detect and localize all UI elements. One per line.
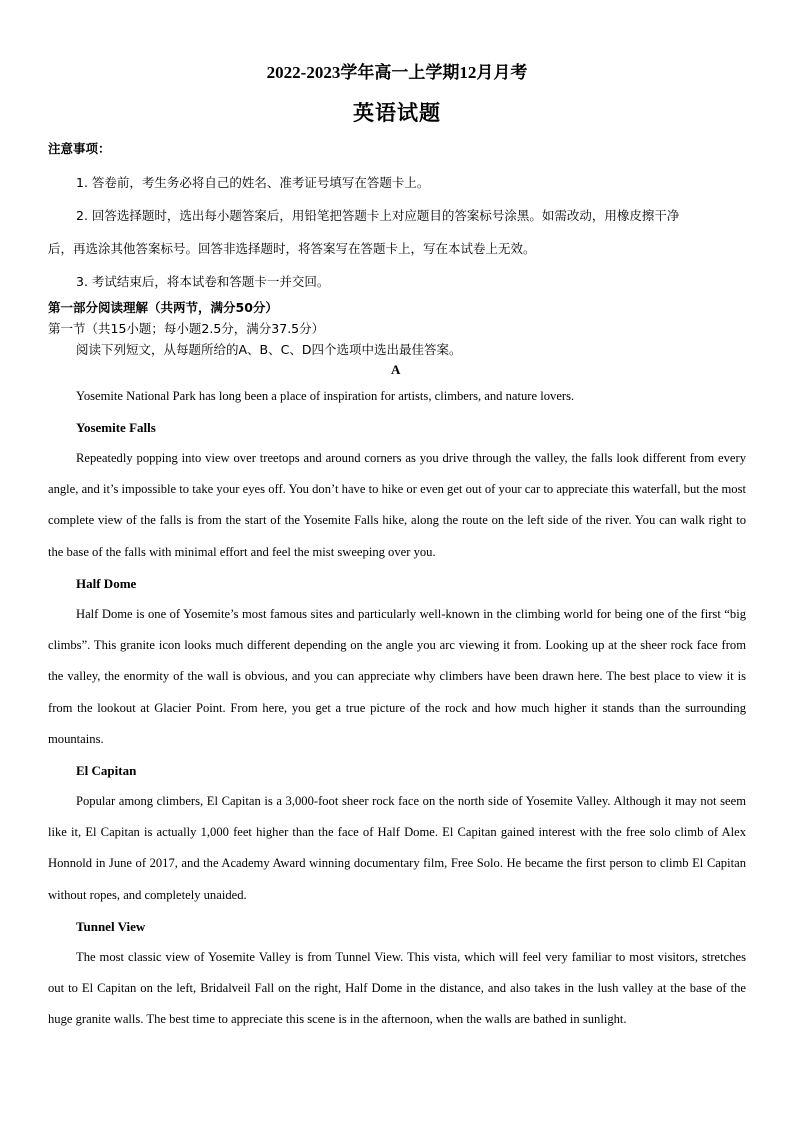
section-heading-half-dome: Half Dome [76, 576, 137, 591]
section-text-el-capitan: Popular among climbers, El Capitan is a 3,000-foot sheer rock face on the north side of Yosemite Valley. Although it may not seem like it, El Capitan is actually 1,000 feet higher than the face of Half Dome. El Capitan gained interest with the free solo climb of Alex Honnold in June of 2017, and the Academy Award winning documentary film, Free Solo. He became the first person to climb El Capitan without ropes, and completely unaided. [48, 794, 746, 902]
section-heading-el-capitan: El Capitan [76, 763, 137, 778]
section-text-half-dome: Half Dome is one of Yosemite’s most famous sites and particularly well-known in the climbing world for being one of the first “big climbs”. This granite icon looks much different depending on the angle you arc viewing it from. Looking up at the sheer rock face from the valley, the enormity of the wall is obvious, and you can appreciate why climbers have been drawn here. The best place to view it is from the lookout at Glacier Point. From here, you get a true picture of the rock and how much higher it stands than the surrounding mountains. [48, 607, 746, 746]
notes-item-3: 3. 考试结束后，将本试卷和答题卡一并交回。 [76, 274, 330, 289]
section-heading-tunnel-view: Tunnel View [76, 919, 146, 934]
notes-item-2: 2. 回答选择题时，选出每小题答案后，用铅笔把答题卡上对应题目的答案标号涂黑。如需改动，用橡皮擦干净 [76, 208, 680, 223]
notes-heading: 注意事项： [48, 141, 111, 156]
passage-label: A [391, 362, 401, 377]
section-text-tunnel-view: The most classic view of Yosemite Valley is from Tunnel View. This vista, which will feel very familiar to most visitors, stretches out to El Capitan on the left, Bridalveil Fall on the right, Half Dome in the distance, and also takes in the lush valley at the base of the huge granite walls. The best time to appreciate this scene is in the afternoon, when the walls are bathed in sunlight. [48, 950, 746, 1027]
passage-intro: Yosemite National Park has long been a place of inspiration for artists, climbers, and nature lovers. [76, 389, 575, 403]
notes-item-1: 1. 答卷前，考生务必将自己的姓名、准考证号填写在答题卡上。 [76, 175, 430, 190]
subject-title: 英语试题 [353, 101, 441, 125]
part1-heading: 第一部分阅读理解（共两节，满分50分） [48, 300, 278, 315]
part1-instruction: 阅读下列短文，从每题所给的A、B、C、D四个选项中选出最佳答案。 [76, 342, 462, 357]
section-text-yosemite-falls: Repeatedly popping into view over treetops and around corners as you drive through the valley, the falls look different from every angle, and it’s impossible to take your eyes off. You don’t have to hike or even get out of your car to appreciate this waterfall, but the most complete view of the falls is from the start of the Yosemite Falls hike, along the route on the left side of the river. You can walk right to the base of the falls with minimal effort and feel the mist sweeping over you. [48, 451, 746, 559]
notes-item-2-cont: 后，再选涂其他答案标号。回答非选择题时，将答案写在答题卡上，写在本试卷上无效。 [48, 241, 536, 256]
part1-section: 第一节（共15小题；每小题2.5分，满分37.5分） [48, 321, 325, 336]
section-heading-yosemite-falls: Yosemite Falls [76, 420, 156, 435]
exam-title: 2022-2023学年高一上学期12月月考 [266, 63, 528, 82]
